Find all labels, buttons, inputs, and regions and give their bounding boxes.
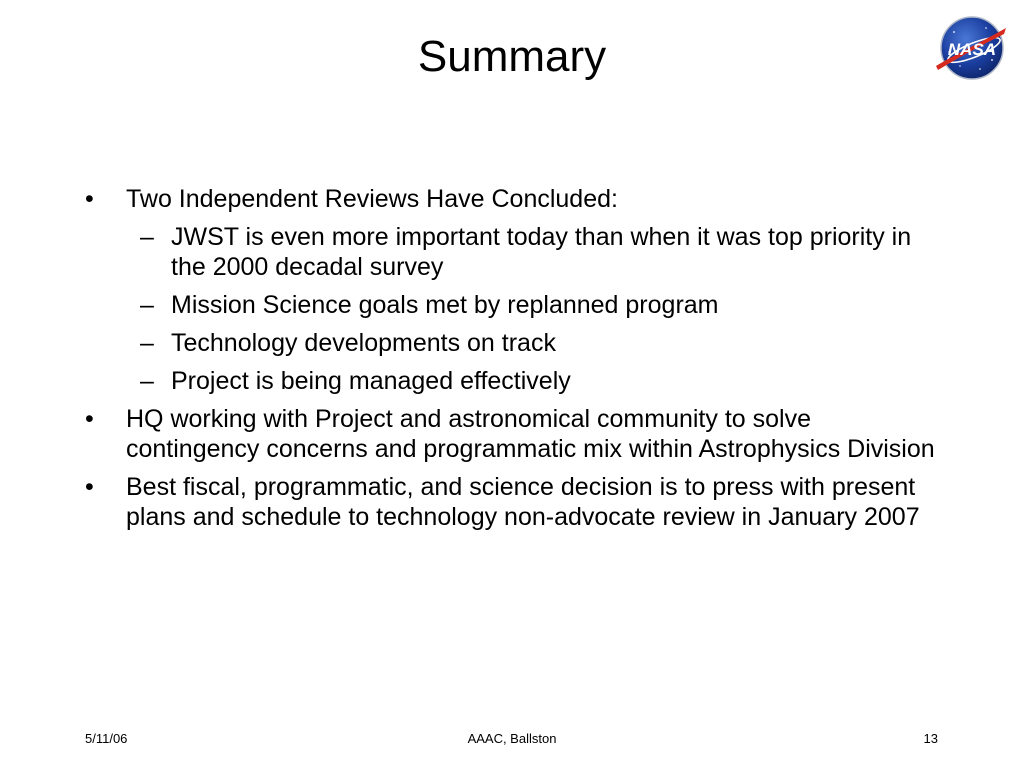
sub-bullet-dash: –: [140, 223, 154, 251]
bullet-dot: •: [85, 473, 94, 501]
sub-bullet-item: [126, 328, 945, 358]
sub-bullet-text: JWST is even more important today than when it was top priority in the 2000 decadal survey: [171, 223, 912, 281]
bullet-dot: •: [85, 185, 94, 213]
bullet-item: [85, 184, 945, 396]
bullet-text: Two Independent Reviews Have Concluded:: [126, 185, 618, 213]
footer-date: 5/11/06: [85, 731, 128, 746]
sub-bullet-item: [126, 222, 945, 282]
nasa-logo-icon: [934, 14, 1008, 82]
bullet-text: Best fiscal, programmatic, and science decision is to press with present plans and schedule to technology non-advocate review in January 2007: [126, 473, 920, 531]
sub-bullet-item: [126, 366, 945, 396]
sub-bullet-text: Mission Science goals met by replanned program: [171, 291, 719, 319]
sub-bullet-dash: –: [140, 291, 154, 319]
bullet-text: HQ working with Project and astronomical community to solve contingency concerns and programmatic mix within Astrophysics Division: [126, 405, 935, 463]
slide-title: Summary: [417, 32, 607, 81]
sub-bullet-item: [126, 290, 945, 320]
sub-bullet-dash: –: [140, 367, 154, 395]
slide-body: [85, 184, 945, 540]
nasa-logo-text: NASA: [947, 40, 997, 59]
sub-bullet-text: Technology developments on track: [171, 329, 556, 357]
bullet-item: [85, 404, 945, 464]
footer-page-number: 13: [923, 731, 938, 746]
bullet-dot: •: [85, 405, 94, 433]
sub-bullet-text: Project is being managed effectively: [171, 367, 571, 395]
footer-event: AAAC, Ballston: [467, 731, 557, 746]
sub-bullet-dash: –: [140, 329, 154, 357]
bullet-item: [85, 472, 945, 532]
bullet-list: [85, 184, 945, 532]
sub-bullet-list: [126, 222, 945, 396]
